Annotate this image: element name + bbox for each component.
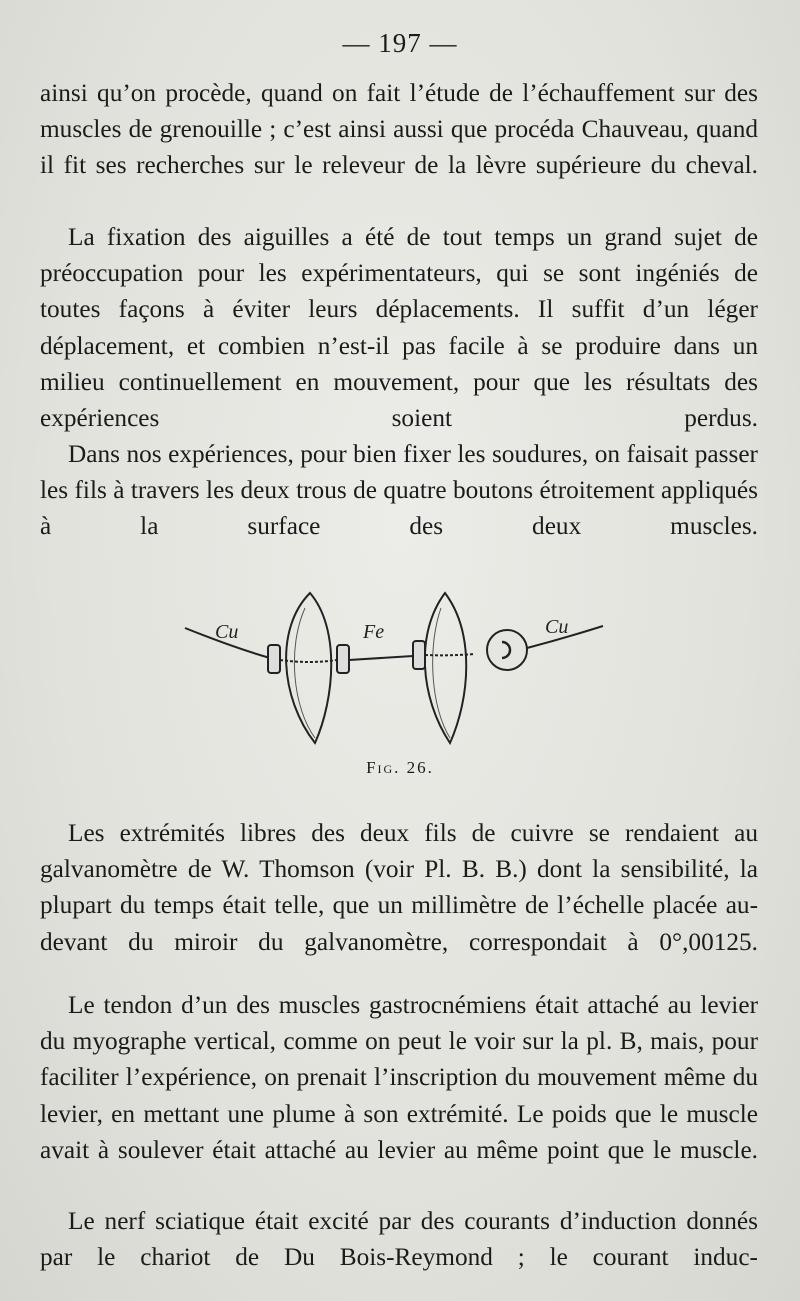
paragraph-5: Le tendon d’un des muscles gastrocnémiens était attaché au levier du myographe vertical, comme on peut le voir sur la pl. B, mais, pour faciliter l’expérience, on prenait l’inscription du mouvement même du levier, en mettant une plume à son extrémité. Le poids que le muscle avait à soulever était attaché au levier au même point que le muscle. (40, 991, 758, 1164)
label-fe: Fe (363, 621, 385, 643)
figure-thermocouple-diagram (175, 578, 615, 753)
paragraph-4: Les extrémités libres des deux fils de cuivre se rendaient au galvanomètre de W. Thomson (voir Pl. B. B.) dont la sensibilité, la plupart du temps était telle, que un millimètre de l’échelle placée au-devant du miroir du galvanomètre, correspondait à 0°,00125. (40, 819, 758, 956)
paragraph-6: Le nerf sciatique était excité par des courants d’induction donnés par le chariot de Du Bois-Reymond ; le courant induc- (40, 1207, 758, 1272)
button-2 (337, 645, 349, 673)
iron-wire-2 (349, 656, 413, 660)
paragraph-3: Dans nos expériences, pour bien fixer les soudures, on faisait passer les fils à travers les deux trous de quatre boutons étroitement appliqués à la surface des deux muscles. (40, 440, 758, 541)
label-left-cu: Cu (215, 621, 239, 643)
paragraph-2: La fixation des aiguilles a été de tout temps un grand sujet de préoccupation pour les expérimentateurs, qui se sont ingéniés de toutes façons à éviter leurs déplacements. Il suffit d’un léger déplacement, et combien n’est-il pas facile à se produire dans un milieu continuellement en mouvement, pour que les résultats des expériences soient perdus. (40, 223, 758, 433)
label-right-cu: Cu (545, 616, 569, 638)
button-3 (413, 641, 425, 669)
muscle-wire-drawing (175, 578, 615, 753)
button-4 (487, 630, 527, 670)
iron-wire-1 (280, 660, 337, 662)
left-muscle-shape (286, 593, 331, 743)
page-number: — 197 — (342, 28, 458, 58)
figure-caption: Fig. 26. (366, 758, 434, 777)
right-muscle-shape (425, 593, 466, 743)
button-1 (268, 645, 280, 673)
paragraph-1: ainsi qu’on procède, quand on fait l’étude de l’échauffement sur des muscles de grenouille ; c’est ainsi aussi que procéda Chauveau, quand il fit ses recherches sur le releveur de la lèvre supérieure du cheval. (40, 79, 758, 180)
